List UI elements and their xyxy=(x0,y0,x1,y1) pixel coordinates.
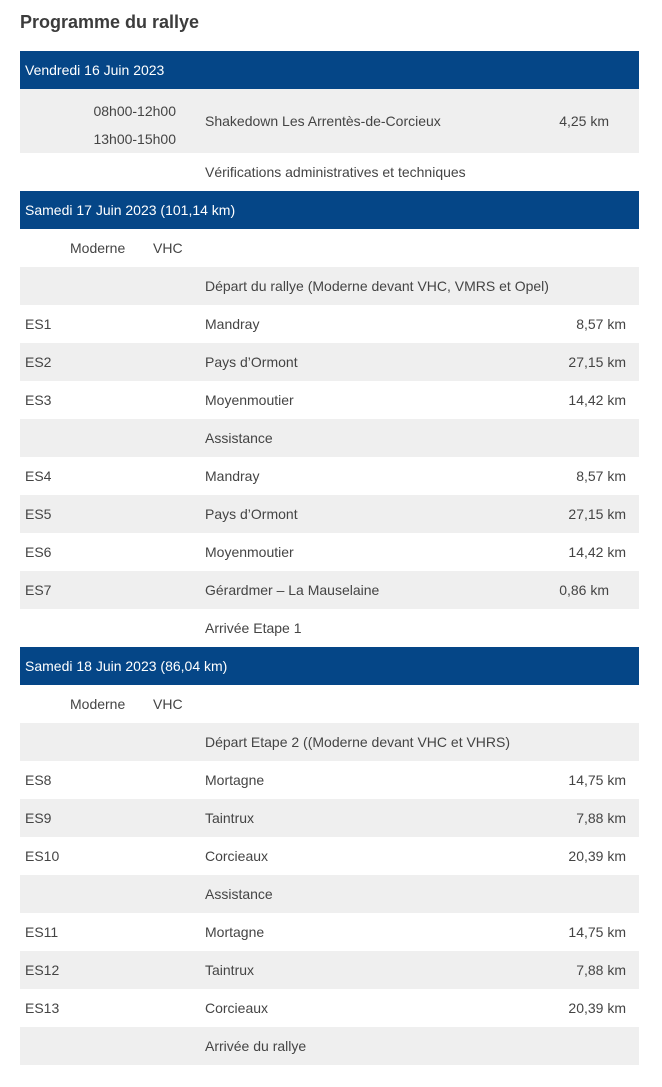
stage-label: Moyenmoutier xyxy=(205,544,294,560)
table-row xyxy=(20,343,639,381)
table-row xyxy=(20,267,639,305)
stage-label: Départ Etape 2 ((Moderne devant VHC et VHRS) xyxy=(205,734,511,750)
stage-distance: 4,25 km xyxy=(559,113,609,129)
stage-distance: 0,86 km xyxy=(559,582,609,598)
stage-code: ES4 xyxy=(25,468,52,484)
table-row xyxy=(20,1027,639,1065)
table-row-shakedown xyxy=(20,89,639,153)
table-row xyxy=(20,533,639,571)
stage-code: ES13 xyxy=(25,1000,60,1016)
column-header-vhc: VHC xyxy=(153,240,183,256)
stage-code: ES9 xyxy=(25,810,52,826)
stage-label: Taintrux xyxy=(205,962,255,978)
stage-code: ES11 xyxy=(25,924,59,940)
stage-label: Mandray xyxy=(205,468,260,484)
stage-distance: 20,39 km xyxy=(568,1000,626,1016)
stage-distance: 14,75 km xyxy=(568,772,626,788)
day-header-text: Samedi 18 Juin 2023 (86,04 km) xyxy=(25,658,228,674)
column-header-moderne: Moderne xyxy=(70,240,126,256)
column-headers-row xyxy=(20,229,639,267)
table-row xyxy=(20,989,639,1027)
stage-distance: 14,42 km xyxy=(568,392,626,408)
stage-code: ES10 xyxy=(25,848,60,864)
stage-distance: 8,57 km xyxy=(576,468,626,484)
table-row xyxy=(20,761,639,799)
stage-label: Assistance xyxy=(205,886,273,902)
rally-program-table xyxy=(20,51,639,1065)
stage-label: Arrivée du rallye xyxy=(205,1038,307,1054)
day-header-text: Samedi 17 Juin 2023 (101,14 km) xyxy=(25,202,236,218)
stage-label: Mortagne xyxy=(205,924,265,940)
day-header-saturday-17 xyxy=(20,191,639,229)
column-header-vhc: VHC xyxy=(153,696,183,712)
stage-label: Gérardmer – La Mauselaine xyxy=(205,582,380,598)
page-title: Programme du rallye xyxy=(20,12,200,32)
stage-code: ES1 xyxy=(25,316,52,332)
stage-distance: 7,88 km xyxy=(576,810,626,826)
stage-label: Moyenmoutier xyxy=(205,392,294,408)
table-row xyxy=(20,419,639,457)
stage-distance: 8,57 km xyxy=(576,316,626,332)
stage-label: Pays d’Ormont xyxy=(205,354,298,370)
table-row xyxy=(20,153,639,191)
table-row xyxy=(20,875,639,913)
column-headers-row xyxy=(20,685,639,723)
stage-label: Arrivée Etape 1 xyxy=(205,620,302,636)
table-row xyxy=(20,913,639,951)
stage-distance: 7,88 km xyxy=(576,962,626,978)
stage-code: ES7 xyxy=(25,582,52,598)
table-row xyxy=(20,951,639,989)
stage-label: Départ du rallye (Moderne devant VHC, VMRS et Opel) xyxy=(205,278,549,294)
stage-distance: 14,42 km xyxy=(568,544,626,560)
stage-code: ES12 xyxy=(25,962,60,978)
stage-code: ES8 xyxy=(25,772,52,788)
table-row xyxy=(20,799,639,837)
table-row xyxy=(20,609,639,647)
time-slot: 13h00-15h00 xyxy=(93,131,176,147)
stage-code: ES5 xyxy=(25,506,52,522)
stage-code: ES2 xyxy=(25,354,52,370)
stage-label: Corcieaux xyxy=(205,848,269,864)
table-row xyxy=(20,571,639,609)
time-slot: 08h00-12h00 xyxy=(93,103,176,119)
stage-label: Shakedown Les Arrentès-de-Corcieux xyxy=(205,113,441,129)
stage-distance: 27,15 km xyxy=(568,506,626,522)
table-row xyxy=(20,723,639,761)
day-header-saturday-18 xyxy=(20,647,639,685)
stage-label: Mortagne xyxy=(205,772,265,788)
stage-label: Mandray xyxy=(205,316,260,332)
stage-distance: 14,75 km xyxy=(568,924,626,940)
stage-label: Assistance xyxy=(205,430,273,446)
table-row xyxy=(20,837,639,875)
stage-code: ES3 xyxy=(25,392,52,408)
stage-label: Corcieaux xyxy=(205,1000,269,1016)
stage-distance: 20,39 km xyxy=(568,848,626,864)
table-row xyxy=(20,381,639,419)
stage-distance: 27,15 km xyxy=(568,354,626,370)
stage-code: ES6 xyxy=(25,544,52,560)
time-slots xyxy=(20,97,176,153)
column-header-moderne: Moderne xyxy=(70,696,126,712)
table-row xyxy=(20,457,639,495)
stage-label: Vérifications administratives et techniques xyxy=(205,164,466,180)
table-row xyxy=(20,305,639,343)
stage-label: Taintrux xyxy=(205,810,255,826)
day-header-text: Vendredi 16 Juin 2023 xyxy=(25,62,165,78)
stage-label: Pays d’Ormont xyxy=(205,506,298,522)
table-row xyxy=(20,495,639,533)
day-header-friday xyxy=(20,51,639,89)
